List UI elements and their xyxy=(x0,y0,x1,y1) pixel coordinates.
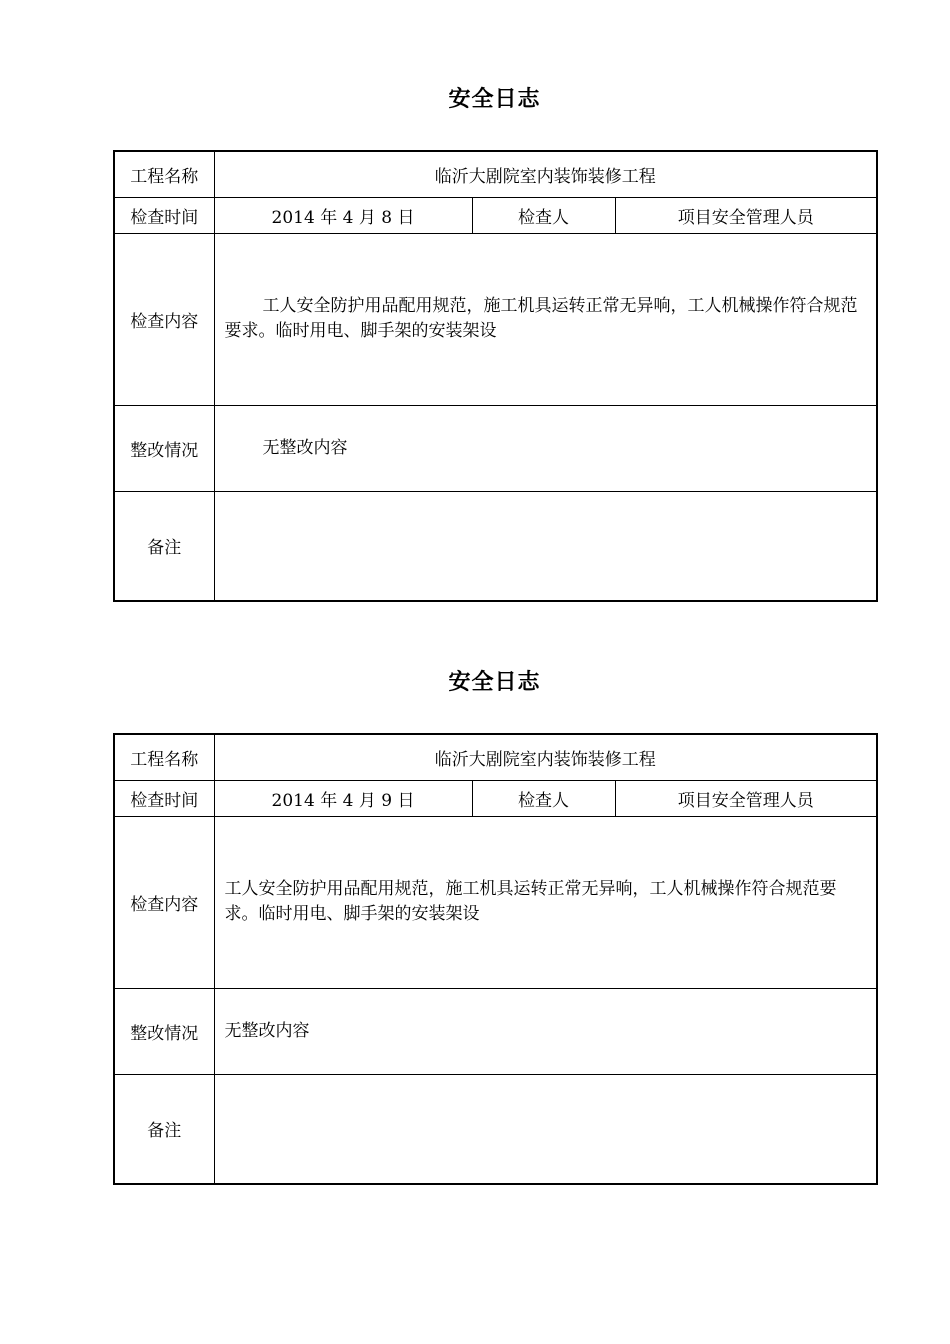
inspector-label: 检查人 xyxy=(472,780,615,816)
rectify-text: 无整改内容 xyxy=(262,437,348,458)
content-cell xyxy=(214,816,877,988)
remark-text xyxy=(214,491,877,601)
project-label: 工程名称 xyxy=(114,734,214,780)
row-project xyxy=(114,151,877,197)
content-label: 检查内容 xyxy=(114,816,214,988)
row-project xyxy=(114,734,877,780)
rectify-label: 整改情况 xyxy=(114,405,214,491)
content-text: 工人安全防护用品配用规范，施工机具运转正常无异响，工人机械操作符合规范要求。临时用电、脚手架的安装架设 xyxy=(224,879,837,924)
time-label: 检查时间 xyxy=(114,780,214,816)
row-time xyxy=(114,197,877,233)
project-name: 临沂大剧院室内装饰装修工程 xyxy=(214,734,877,780)
log-table xyxy=(113,733,878,1185)
remark-label: 备注 xyxy=(114,1074,214,1184)
row-rectify xyxy=(114,988,877,1074)
row-content xyxy=(114,816,877,988)
rectify-text: 无整改内容 xyxy=(224,1020,310,1041)
content-label: 检查内容 xyxy=(114,233,214,405)
time-label: 检查时间 xyxy=(114,197,214,233)
inspector-value: 项目安全管理人员 xyxy=(615,780,877,816)
inspector-value: 项目安全管理人员 xyxy=(615,197,877,233)
project-name: 临沂大剧院室内装饰装修工程 xyxy=(214,151,877,197)
inspector-label: 检查人 xyxy=(472,197,615,233)
rectify-cell xyxy=(214,988,877,1074)
remark-text xyxy=(214,1074,877,1184)
project-label: 工程名称 xyxy=(114,151,214,197)
time-value: 2014 年 4 月 8 日 xyxy=(214,197,472,233)
log-title: 安全日志 xyxy=(448,670,541,695)
row-time xyxy=(114,780,877,816)
content-cell xyxy=(214,233,877,405)
rectify-label: 整改情况 xyxy=(114,988,214,1074)
time-value: 2014 年 4 月 9 日 xyxy=(214,780,472,816)
rectify-cell xyxy=(214,405,877,491)
row-content xyxy=(114,233,877,405)
row-remark xyxy=(114,491,877,601)
log-table xyxy=(113,150,878,602)
content-text: 工人安全防护用品配用规范，施工机具运转正常无异响，工人机械操作符合规范要求。临时用电、脚手架的安装架设 xyxy=(224,296,858,341)
row-rectify xyxy=(114,405,877,491)
row-remark xyxy=(114,1074,877,1184)
log-title: 安全日志 xyxy=(448,87,541,112)
remark-label: 备注 xyxy=(114,491,214,601)
